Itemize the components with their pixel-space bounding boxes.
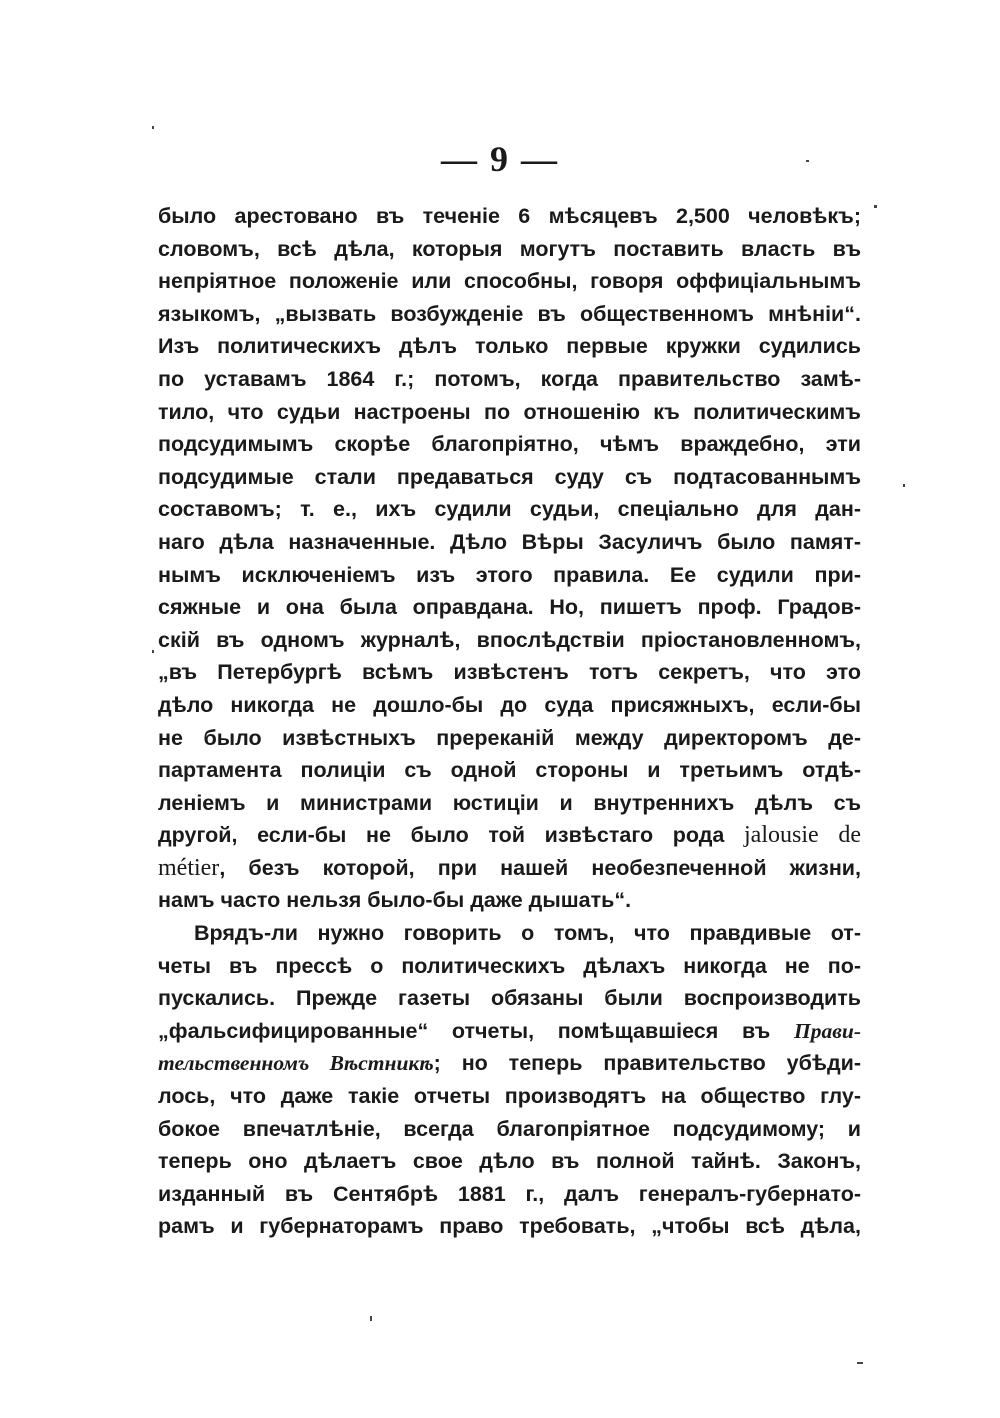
body-text [158,200,861,1243]
text-line [158,1047,861,1080]
text-segment: другой, если-бы не было той извѣстаго рода [158,823,745,848]
scan-speck [152,650,154,653]
foreign-phrase: métier [158,854,220,881]
text-line: партамента полиціи съ одной стороны и третьимъ отдѣ- [158,758,861,783]
foreign-phrase: jalousie de [744,822,861,849]
text-line: подсудимымъ скорѣе благопріятно, чѣмъ враждебно, эти [158,432,861,457]
page-number: — 9 — [441,139,559,179]
text-line [158,819,861,852]
text-line: словомъ, всѣ дѣла, которыя могутъ поставить власть въ [158,236,861,261]
text-line: Врядъ-ли нужно говорить о томъ, что правдивые от- [194,921,861,946]
text-segment: , безъ которой, при нашей необезпеченной жизни, [219,855,861,880]
italic-title: тельственномъ Вѣстникѣ [158,1051,434,1076]
text-line: сяжные и она была оправдана. Но, пишетъ проф. Градов- [158,595,861,620]
text-line: было арестовано въ теченіе 6 мѣсяцевъ 2,500 человѣкъ; [158,204,861,228]
text-line: Изъ политическихъ дѣлъ только первые кружки судились [158,334,861,359]
text-line: леніемъ и министрами юстиціи и внутреннихъ дѣлъ съ [158,790,861,815]
text-line: нымъ исключеніемъ изъ этого правила. Ее судили при- [158,562,861,587]
text-line: тило, что судьи настроены по отношенію къ политическимъ [158,399,861,424]
text-line: „въ Петербургѣ всѣмъ извѣстенъ тотъ секретъ, что это [158,660,861,685]
text-line: теперь оно дѣлаетъ свое дѣло въ полной тайнѣ. Законъ, [158,1149,861,1174]
text-line [158,1015,861,1048]
text-segment: ; но теперь правительство убѣди- [433,1051,861,1076]
text-line [158,852,861,885]
text-line: четы въ прессѣ о политическихъ дѣлахъ никогда не по- [158,953,861,978]
text-line: не было извѣстныхъ пререканій между директоромъ де- [158,725,861,750]
text-line: изданный въ Сентябрѣ 1881 г., далъ генералъ-губернато- [158,1181,861,1206]
scan-speck [903,484,905,487]
italic-title: Прави- [794,1018,861,1043]
text-line: дѣло никогда не дошло-бы до суда присяжныхъ, если-бы [158,692,861,717]
text-line: по уставамъ 1864 г.; потомъ, когда правительство замѣ- [158,366,861,391]
scan-speck [370,1316,372,1321]
text-line: наго дѣла назначенные. Дѣло Вѣры Засуличъ было памят- [158,529,861,554]
text-line: языкомъ, „вызвать возбужденіе въ общественномъ мнѣніи“. [158,301,861,326]
scan-speck [857,1362,863,1364]
scan-speck [806,160,809,162]
text-line: пускались. Прежде газеты обязаны были воспроизводить [158,986,861,1011]
text-line: составомъ; т. е., ихъ судили судьи, спеціально для дан- [158,497,861,522]
text-segment: „фальсифицированные“ отчеты, помѣщавшіеся въ [158,1018,795,1043]
text-line: бокое впечатлѣніе, всегда благопріятное подсудимому; и [158,1116,861,1141]
text-line: рамъ и губернаторамъ право требовать, „чтобы всѣ дѣла, [158,1214,861,1239]
text-line: подсудимые стали предаваться суду съ подтасованнымъ [158,464,861,489]
scan-speck [152,126,154,129]
text-line: непріятное положеніе или способны, говоря оффиціальнымъ [158,269,861,294]
text-line: скій въ одномъ журналѣ, впослѣдствіи пріостановленномъ, [158,627,861,652]
text-line: лось, что даже такіе отчеты производятъ на общество глу- [158,1084,861,1109]
scan-speck [874,205,877,208]
text-line: намъ часто нельзя было-бы даже дышать“. [158,888,632,913]
